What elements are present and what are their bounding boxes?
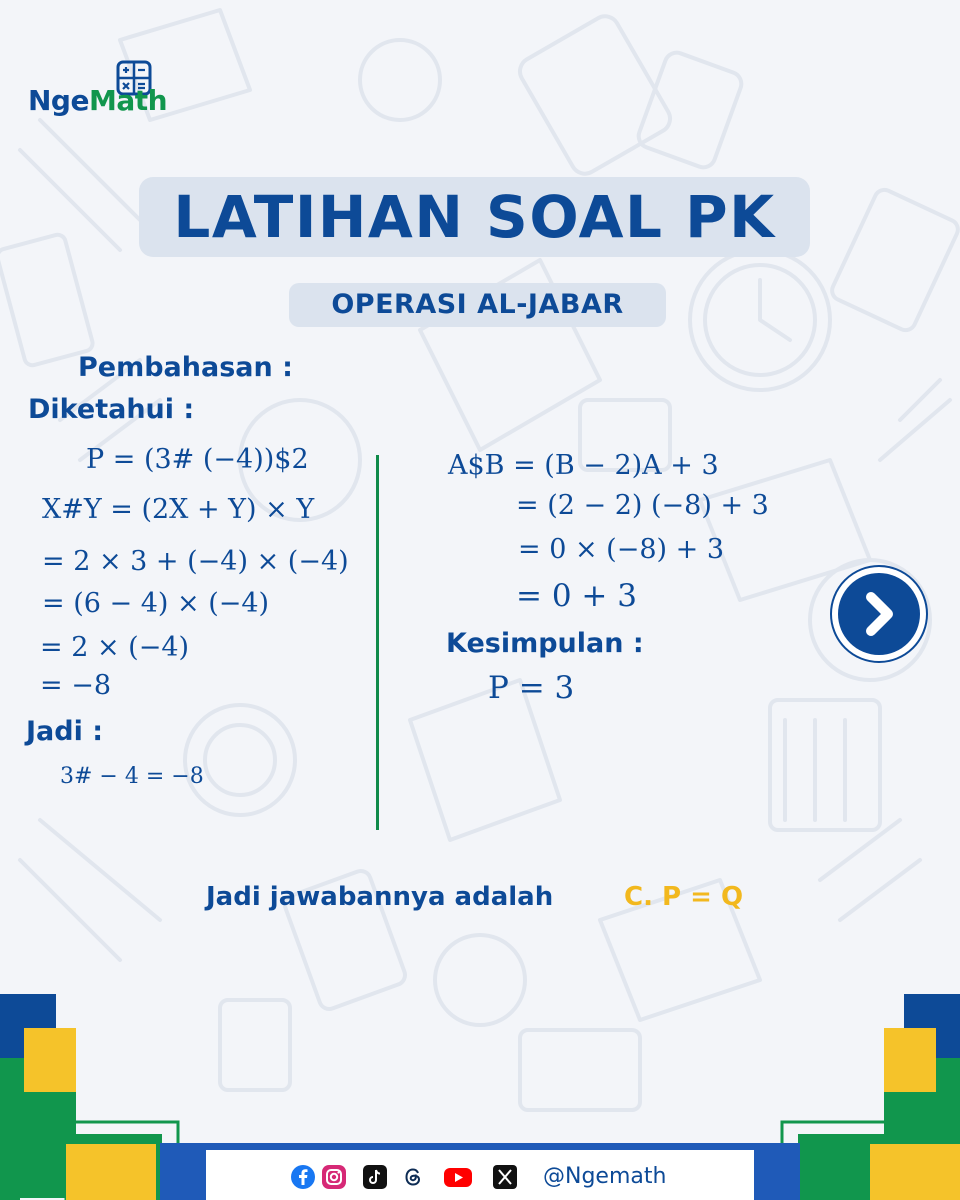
- equation-xy-definition: X#Y = (2X + Y) × Y: [42, 494, 315, 525]
- pembahasan-heading: Pembahasan :: [78, 352, 293, 383]
- youtube-icon[interactable]: [443, 1164, 473, 1190]
- answer-choice: C. P = Q: [624, 882, 744, 912]
- social-handle[interactable]: @Ngemath: [543, 1164, 667, 1189]
- equation-ab-step-1: = (2 − 2) (−8) + 3: [516, 490, 769, 521]
- jadi-heading: Jadi :: [26, 716, 104, 747]
- kesimpulan-result: P = 3: [488, 670, 575, 706]
- equation-step-4: = −8: [40, 670, 112, 701]
- answer-text: Jadi jawabannya adalah: [206, 882, 554, 912]
- instagram-icon[interactable]: [321, 1164, 347, 1190]
- equation-step-1: = 2 × 3 + (−4) × (−4): [42, 546, 349, 577]
- equation-step-3: = 2 × (−4): [40, 632, 190, 663]
- footer-panel: [206, 1150, 754, 1200]
- facebook-icon[interactable]: [290, 1164, 316, 1190]
- page-subtitle: OPERASI AL-JABAR: [331, 289, 624, 320]
- logo-text: NgeMath: [28, 84, 168, 117]
- column-divider: [376, 455, 379, 830]
- equation-ab-step-2: = 0 × (−8) + 3: [518, 534, 725, 565]
- x-icon[interactable]: [492, 1164, 518, 1190]
- kesimpulan-heading: Kesimpulan :: [446, 628, 644, 659]
- equation-ab-step-3: = 0 + 3: [516, 578, 637, 614]
- equation-p: P = (3# (−4))$2: [86, 444, 309, 475]
- page-title: LATIHAN SOAL PK: [173, 183, 776, 251]
- next-button-fill: [838, 573, 920, 655]
- chevron-right-icon: [838, 573, 920, 655]
- threads-icon[interactable]: [400, 1164, 426, 1190]
- next-button[interactable]: [830, 565, 928, 663]
- equation-step-2: = (6 − 4) × (−4): [42, 588, 270, 619]
- ngemath-logo: [28, 60, 188, 130]
- jadi-result: 3# − 4 = −8: [60, 764, 204, 789]
- equation-ab-definition: A$B = (B − 2)A + 3: [448, 450, 719, 481]
- tiktok-icon[interactable]: [362, 1164, 388, 1190]
- diketahui-heading: Diketahui :: [28, 394, 195, 425]
